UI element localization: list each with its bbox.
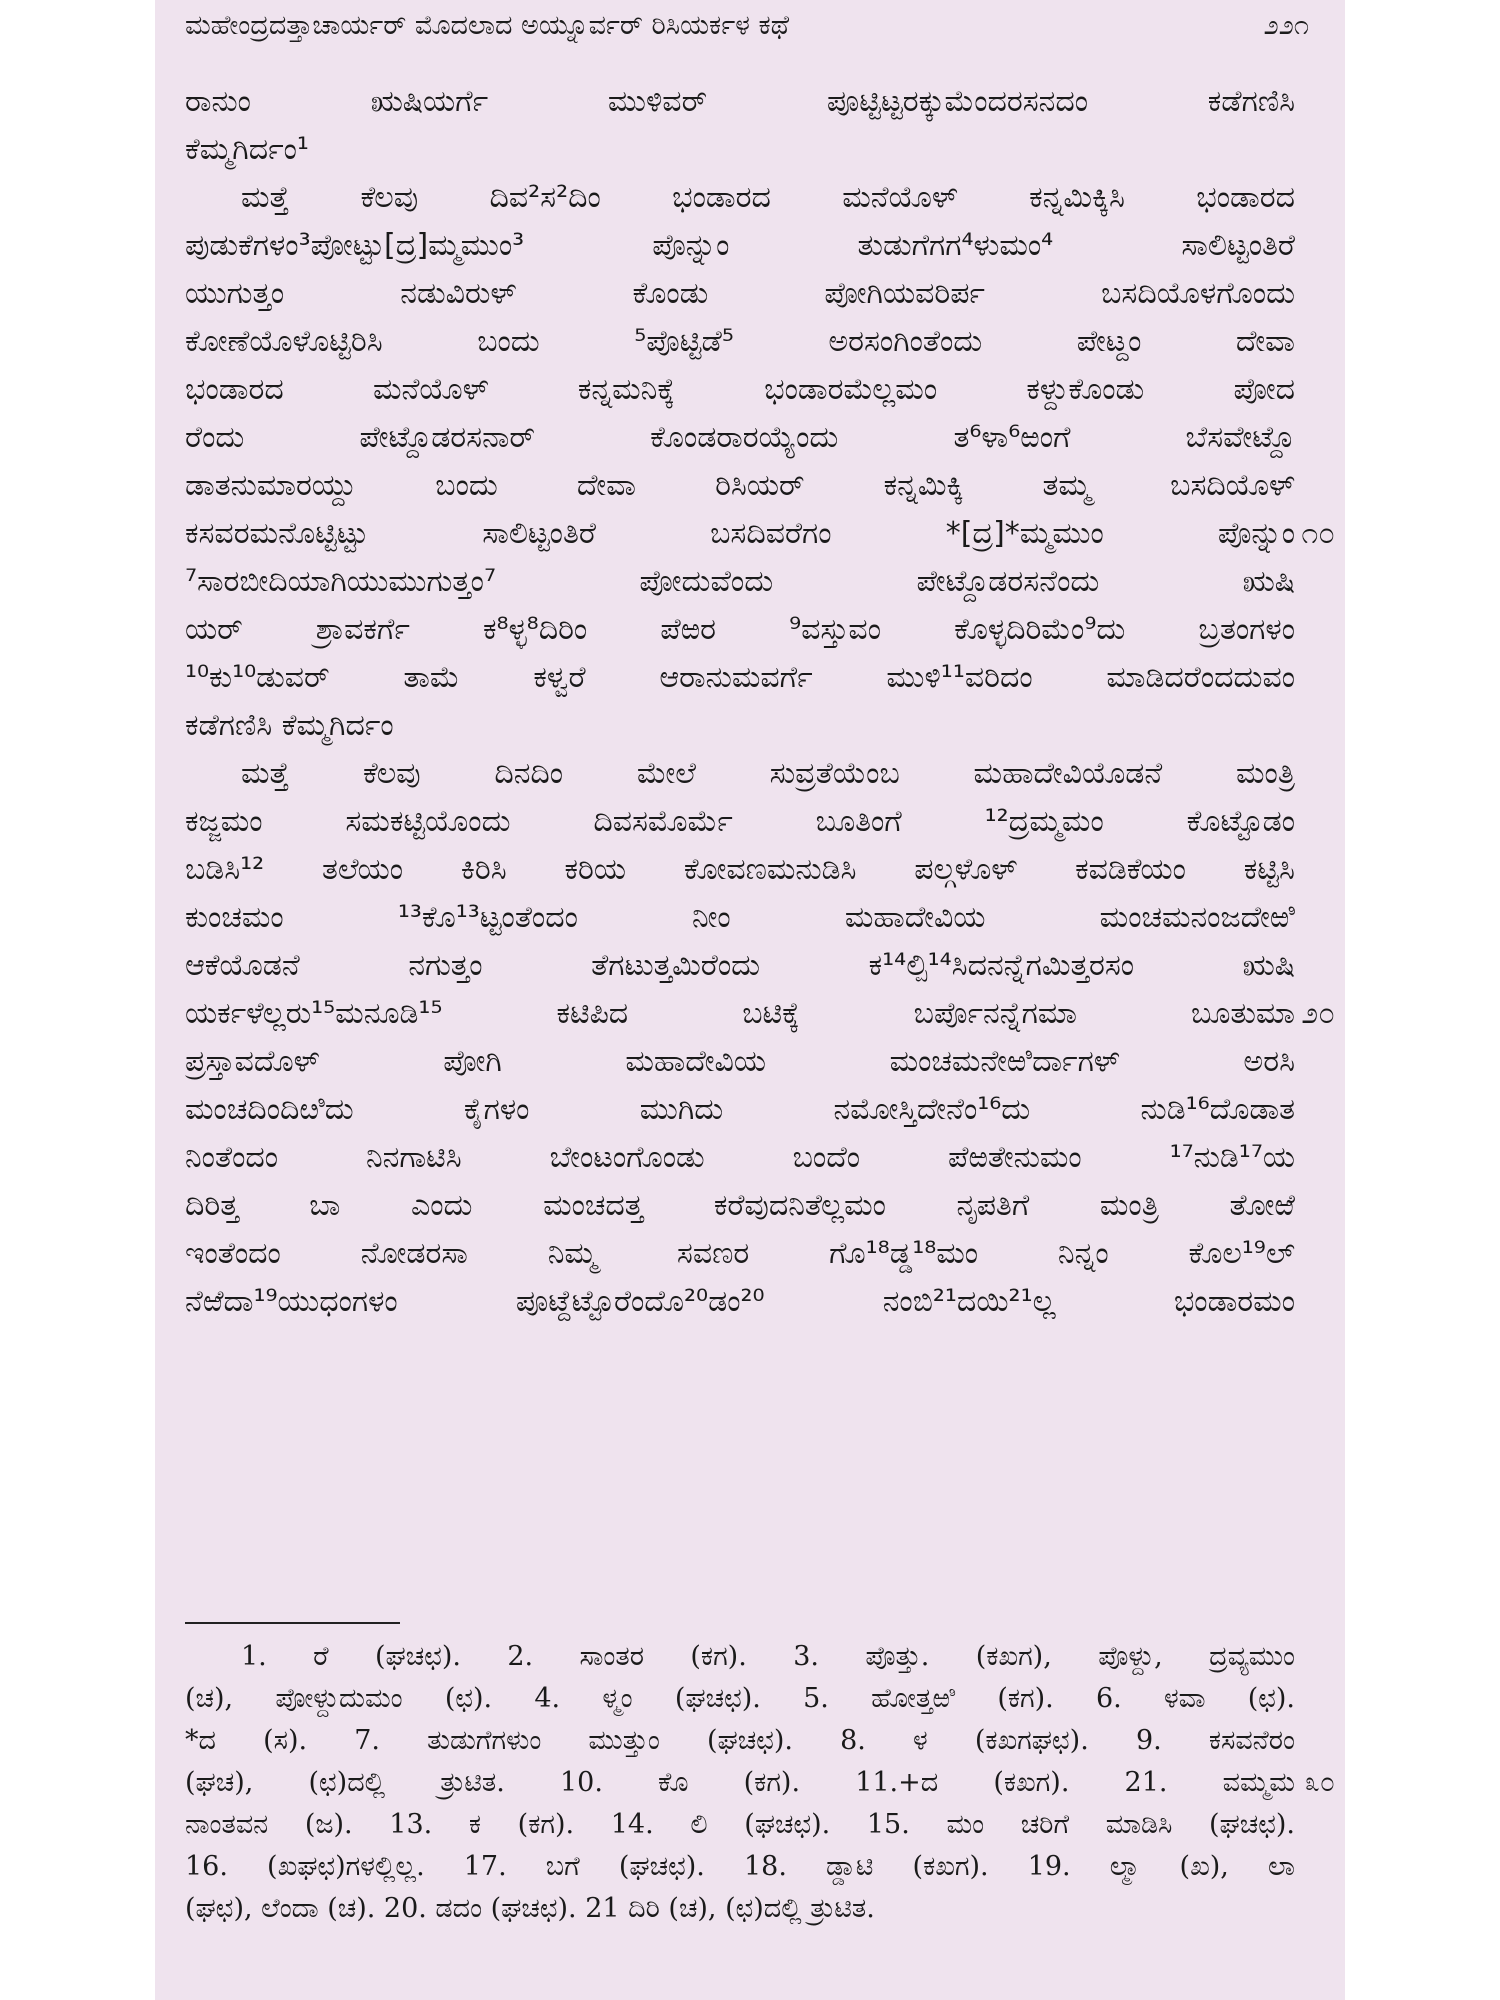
footnote-line: 16. (ಖಘಛ)ಗಳಲ್ಲಿಲ್ಲ. 17. ಬಗೆ (ಘಚಛ). 18. ಡ್ಡಾಟಿ (ಕಖಗ). 19. ಲ್ಮಾ (ಖ), ಲಾ — [185, 1851, 1295, 1882]
text-line: ಭಂಡಾರದ ಮನೆಯೊಳ್ ಕನ್ನಮನಿಕ್ಕೆ ಭಂಡಾರಮೆಲ್ಲಮಂ ಕಳ್ದುಕೊಂಡು ಪೋದ — [185, 372, 1295, 407]
text-line: ಡಾತನುಮಾರಯ್ದು ಬಂದು ದೇವಾ ರಿಸಿಯರ್ ಕನ್ನಮಿಕ್ಕಿ ತಮ್ಮ ಬಸದಿಯೊಳ್ — [185, 468, 1295, 503]
text-line: ಆಕೆಯೊಡನೆ ನಗುತ್ತಂ ತೆಗಟುತ್ತಮಿರೆಂದು ಕ¹⁴ಲ್ಪಿ¹⁴ಸಿದನನ್ನೆಗಮಿತ್ತರಸಂ ಋಷಿ — [185, 948, 1295, 983]
text-line-content: ಕಸವರಮನೊಟ್ಟಿಟ್ಟು ಸಾಲಿಟ್ಟಂತಿರೆ ಬಸದಿವರೆಗಂ *[ದ್ರ]*ಮ್ಮಮುಂ ಪೊನ್ನುಂ — [185, 516, 1295, 551]
text-line: ನಿಂತೆಂದಂ ನಿನಗಾಟಿಸಿ ಬೇಂಟಂಗೊಂಡು ಬಂದೆಂ ಪೆಱತೇನುಮಂ ¹⁷ನುಡಿ¹⁷ಯ — [185, 1140, 1295, 1175]
running-header — [185, 10, 1315, 54]
line-number-10: ೧೦ — [1301, 516, 1335, 551]
text-line: ಕೋಣೆಯೊಳೊಟ್ಟಿರಿಸಿ ಬಂದು ⁵ಪೊಟ್ಟಿಡೆ⁵ ಅರಸಂಗಿಂತೆಂದು ಪೇಟ್ದಂ ದೇವಾ — [185, 324, 1295, 359]
main-text — [185, 78, 1335, 1326]
footnote-line: 1. ರೆ (ಘಚಛ). 2. ಸಾಂತರ (ಕಗ). 3. ಪೊತ್ತು. (ಕಖಗ), ಪೊಳ್ದು, ದ್ರವ್ಯಮುಂ — [241, 1641, 1295, 1672]
footnote-divider — [185, 1622, 400, 1624]
footnote-line: (ಚ), ಪೋಳ್ದುದುಮಂ (ಛ). 4. ಳ್ಮಂ (ಘಚಛ). 5. ಹೋತ್ತಱಿ (ಕಗ). 6. ಳವಾ (ಛ). — [185, 1683, 1295, 1714]
book-page — [155, 0, 1345, 2000]
text-line — [185, 990, 1335, 1038]
text-line: ರಾನುಂ ಋಷಿಯರ್ಗೆ ಮುಳಿವರ್ ಪೂಟ್ಟಿಟ್ಟರಕ್ಕುಮೆಂದರಸನದಂ ಕಡೆಗಣಿಸಿ — [185, 84, 1295, 119]
text-line — [185, 510, 1335, 558]
text-line: ಕಡೆಗಣಿಸಿ ಕೆಮ್ಮಗಿರ್ದಂ — [185, 708, 394, 743]
line-number-20: ೨೦ — [1301, 996, 1335, 1031]
text-line: ಮಂಚದಿಂದಿೞಿದು ಕೈಗಳಂ ಮುಗಿದು ನಮೋಸ್ತಿದೇನೆಂ¹⁶ದು ನುಡಿ¹⁶ದೊಡಾತ — [185, 1092, 1295, 1127]
footnote-margin-number: ೩೦ — [1304, 1767, 1335, 1798]
text-line: ರೆಂದು ಪೇಟ್ದೊಡರಸನಾರ್ ಕೊಂಡರಾರಯ್ಯೆಂದು ತ⁶ಳಾ⁶ಱಂಗೆ ಬೆಸವೇಟ್ದೊ — [185, 420, 1295, 455]
text-line: ಪ್ರಸ್ತಾವದೊಳ್ ಪೋಗಿ ಮಹಾದೇವಿಯ ಮಂಚಮನೇಱಿರ್ದಾಗಳ್ ಅರಸಿ — [185, 1044, 1295, 1079]
page-number: ೨೨೧ — [1263, 10, 1309, 41]
footnotes — [185, 1636, 1335, 1930]
footnote-line: *ದ (ಸ). 7. ತುಡುಗೆಗಳುಂ ಮುತ್ತುಂ (ಘಚಛ). 8. ಳ (ಕಖಗಘಛ). 9. ಕಸವನೆರಂ — [185, 1725, 1295, 1756]
footnote-line: (ಘಛ), ಲೆಂದಾ (ಚ). 20. ಡದಂ (ಘಚಛ). 21 ದಿರಿ (ಚ), (ಛ)ದಲ್ಲಿ ತ್ರುಟಿತ. — [185, 1893, 875, 1924]
footnote-line — [185, 1762, 1335, 1804]
text-line: ಬಡಿಸಿ¹² ತಲೆಯಂ ಕಿರಿಸಿ ಕರಿಯ ಕೋವಣಮನುಡಿಸಿ ಪಲ್ಗಳೊಳ್ ಕವಡಿಕೆಯಂ ಕಟ್ಟಿಸಿ — [185, 852, 1295, 887]
text-line: ಪುಡುಕೆಗಳಂ³ಪೋಟ್ಟು[ದ್ರ]ಮ್ಮಮುಂ³ ಪೊನ್ನುಂ ತುಡುಗೆಗಗ⁴ಳುಮಂ⁴ ಸಾಲಿಟ್ಟಂತಿರೆ — [185, 228, 1295, 263]
text-line: ಕಜ್ಜಮಂ ಸಮಕಟ್ಟಿಯೊಂದು ದಿವಸಮೊರ್ಮೆ ಬೂತಿಂಗೆ ¹²ದ್ರಮ್ಮಮಂ ಕೊಟ್ಟೊಡಂ — [185, 804, 1295, 839]
text-line: ¹⁰ಕು¹⁰ಡುವರ್ ತಾಮೆ ಕಳ್ವರೆ ಆರಾನುಮವರ್ಗೆ ಮುಳಿ¹¹ವರಿದಂ ಮಾಡಿದರೆಂದದುವಂ — [185, 660, 1295, 695]
text-line-content: ಯರ್ಕಳೆಲ್ಲರು¹⁵ಮನೂಡಿ¹⁵ ಕಟಿಪಿದ ಬಟಿಕ್ಕೆ ಬರ್ಪೊನನ್ನೆಗಮಾ ಬೂತುಮಾ — [185, 996, 1295, 1031]
text-line: ⁷ಸಾರಬೀದಿಯಾಗಿಯುಮುಗುತ್ತಂ⁷ ಪೋದುವೆಂದು ಪೇಟ್ದೊಡರಸನೆಂದು ಋಷಿ — [185, 564, 1295, 599]
footnote-line: ನಾಂತವನ (ಜ). 13. ಕ (ಕಗ). 14. ಲಿ (ಘಚಛ). 15. ಮಂ ಚರಿಗೆ ಮಾಡಿಸಿ (ಘಚಛ). — [185, 1809, 1295, 1840]
running-title: ಮಹೇಂದ್ರದತ್ತಾಚಾರ್ಯರ್ ಮೊದಲಾದ ಅಯ್ನೂರ್ವರ್ ರಿಸಿಯರ್ಕಳ ಕಥೆ — [185, 10, 790, 41]
text-line: ಯರ್ ಶ್ರಾವಕರ್ಗೆ ಕ⁸ಳ್ಳ⁸ದಿರಿಂ ಪೆಱರ ⁹ವಸ್ತುವಂ ಕೊಳ್ಳದಿರಿಮೆಂ⁹ದು ಬ್ರತಂಗಳಂ — [185, 612, 1295, 647]
text-line: ಕುಂಚಮಂ ¹³ಕೊ¹³ಟ್ಟಂತೆಂದಂ ನೀಂ ಮಹಾದೇವಿಯ ಮಂಚಮನಂಜದೇಱಿ — [185, 900, 1295, 935]
footnote-line-content: (ಘಚ), (ಛ)ದಲ್ಲಿ ತ್ರುಟಿತ. 10. ಕೊ (ಕಗ). 11.+ದ (ಕಖಗ). 21. ವಮ್ಮಮ — [185, 1767, 1295, 1798]
text-line: ಮತ್ತೆ ಕೆಲವು ದಿವ²ಸ²ದಿಂ ಭಂಡಾರದ ಮನೆಯೊಳ್ ಕನ್ನಮಿಕ್ಕಿಸಿ ಭಂಡಾರದ — [241, 180, 1295, 215]
text-line: ಕೆಮ್ಮಗಿರ್ದಂ¹ — [185, 132, 309, 167]
text-line: ದಿರಿತ್ತ ಬಾ ಎಂದು ಮಂಚದತ್ತ ಕರೆವುದನಿತೆಲ್ಲಮಂ ನೃಪತಿಗೆ ಮಂತ್ರಿ ತೋಱೆ — [185, 1188, 1295, 1223]
text-line: ಮತ್ತೆ ಕೆಲವು ದಿನದಿಂ ಮೇಲೆ ಸುವ್ರತೆಯೆಂಬ ಮಹಾದೇವಿಯೊಡನೆ ಮಂತ್ರಿ — [241, 756, 1295, 791]
text-line: ನೆಱೆದಾ¹⁹ಯುಧಂಗಳಂ ಪೂಟ್ದೆಟ್ಟೊರೆಂದೊ²⁰ಡಂ²⁰ ನಂಬಿ²¹ದಯಿ²¹ಲ್ಲ ಭಂಡಾರಮಂ — [185, 1284, 1295, 1319]
text-line: ಇಂತೆಂದಂ ನೋಡರಸಾ ನಿಮ್ಮ ಸವಣರ ಗೊ¹⁸ಡ್ಡ¹⁸ಮಂ ನಿನ್ನಂ ಕೊಲ¹⁹ಲ್ — [185, 1236, 1295, 1271]
text-line: ಯುಗುತ್ತಂ ನಡುವಿರುಳ್ ಕೊಂಡು ಪೋಗಿಯವರಿರ್ಪ ಬಸದಿಯೊಳಗೊಂದು — [185, 276, 1295, 311]
